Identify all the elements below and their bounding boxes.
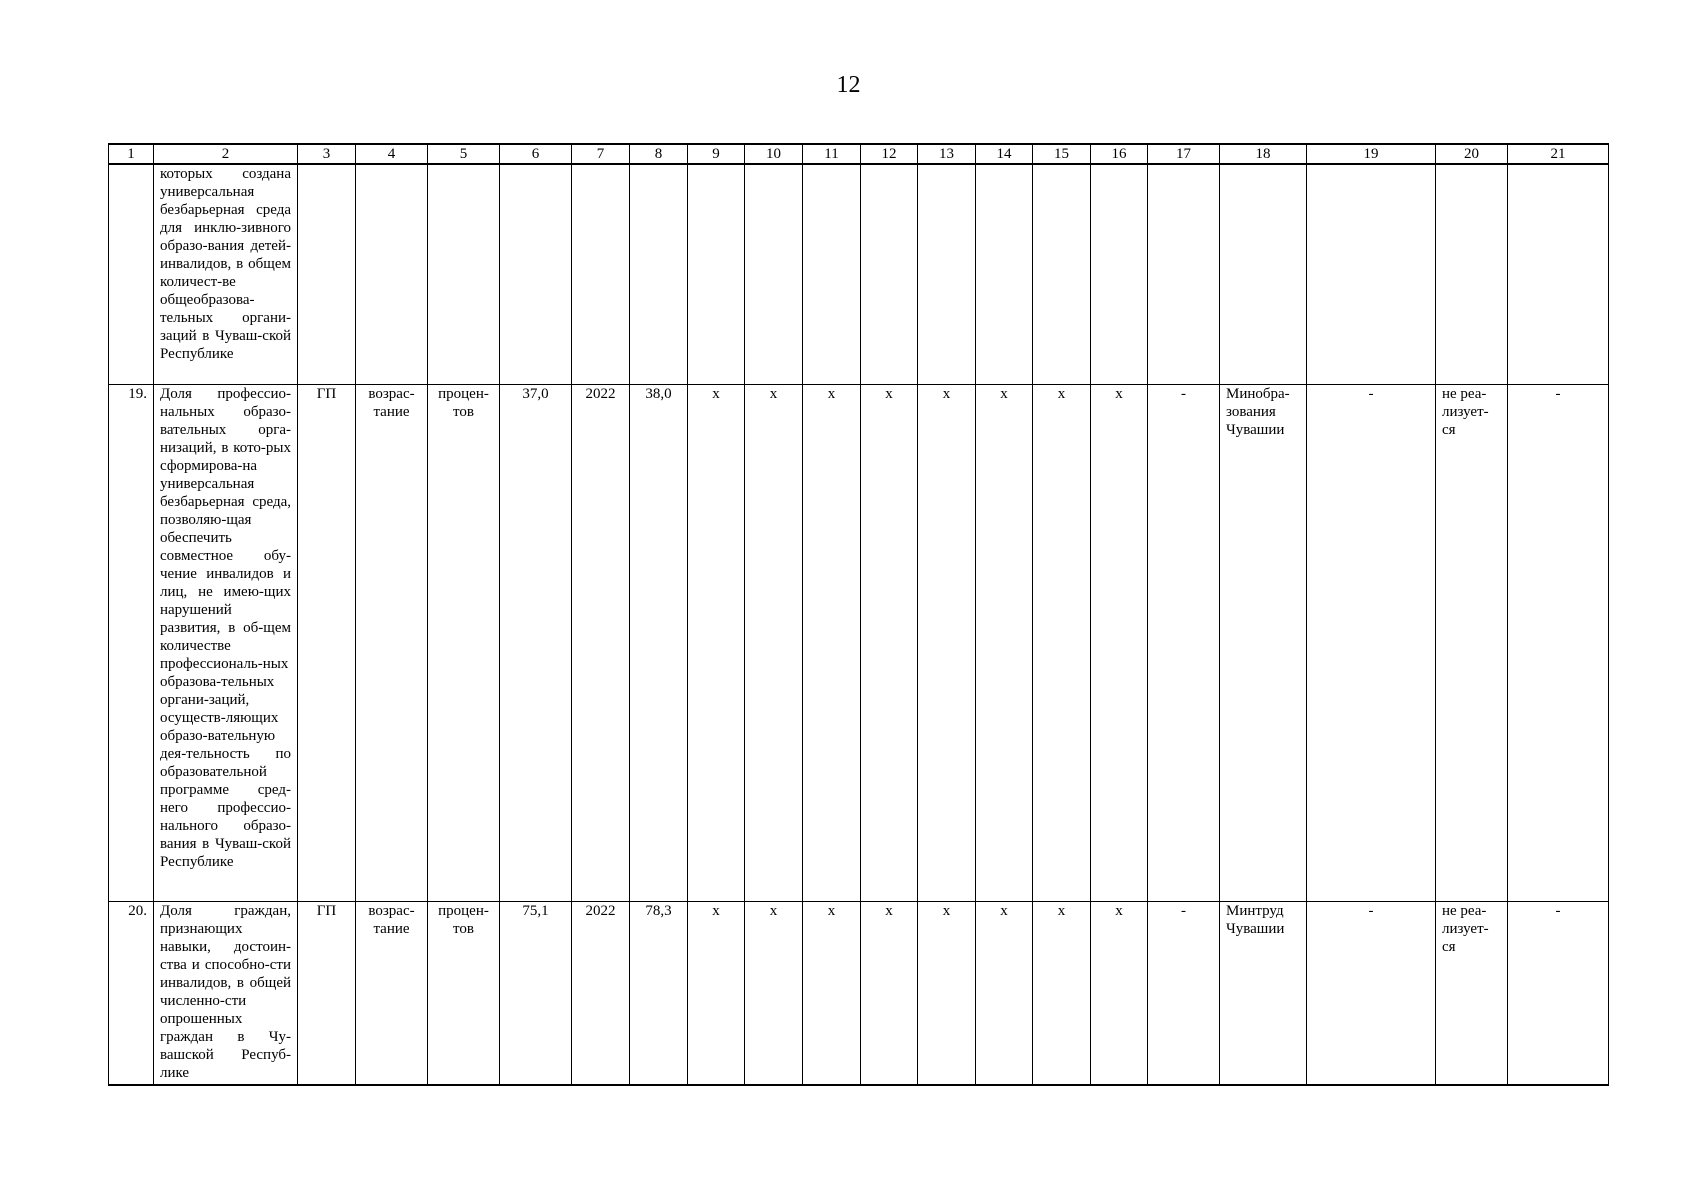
indicators-table [108, 143, 1609, 1086]
column-number: 12 [861, 144, 918, 164]
column-number: 13 [918, 144, 976, 164]
cell-col14: х [976, 384, 1033, 901]
cell-target-value: 78,3 [630, 901, 688, 1085]
column-number: 14 [976, 144, 1033, 164]
cell-col17: - [1148, 384, 1220, 901]
cell-col15 [1033, 164, 1091, 384]
cell-col19: - [1307, 901, 1436, 1085]
cell-col16: х [1091, 384, 1148, 901]
cell-col15: х [1033, 384, 1091, 901]
table-row [109, 901, 1609, 1085]
cell-status: не реа-лизует-ся [1436, 384, 1508, 901]
cell-col12 [861, 164, 918, 384]
cell-col9 [688, 164, 745, 384]
cell-base-value: 75,1 [500, 901, 572, 1085]
cell-col17: - [1148, 901, 1220, 1085]
column-number: 18 [1220, 144, 1307, 164]
cell-unit: процен-тов [428, 384, 500, 901]
cell-responsible: Минтруд Чувашии [1220, 901, 1307, 1085]
cell-col14: х [976, 901, 1033, 1085]
cell-col19: - [1307, 384, 1436, 901]
cell-col11: х [803, 901, 861, 1085]
cell-responsible [1220, 164, 1307, 384]
cell-col11: х [803, 384, 861, 901]
cell-col10 [745, 164, 803, 384]
cell-target-value: 38,0 [630, 384, 688, 901]
cell-year [572, 164, 630, 384]
cell-col21 [1508, 164, 1609, 384]
cell-status: не реа-лизует-ся [1436, 901, 1508, 1085]
cell-col21: - [1508, 901, 1609, 1085]
cell-type: ГП [298, 384, 356, 901]
cell-col10: х [745, 384, 803, 901]
column-number: 20 [1436, 144, 1508, 164]
column-number: 21 [1508, 144, 1609, 164]
cell-year: 2022 [572, 384, 630, 901]
cell-responsible: Минобра-зования Чувашии [1220, 384, 1307, 901]
cell-status [1436, 164, 1508, 384]
cell-col11 [803, 164, 861, 384]
column-number-row [109, 144, 1609, 164]
row-number [109, 164, 154, 384]
column-number: 8 [630, 144, 688, 164]
column-number: 4 [356, 144, 428, 164]
row-number: 20. [109, 901, 154, 1085]
cell-col14 [976, 164, 1033, 384]
cell-trend [356, 164, 428, 384]
cell-col9: х [688, 384, 745, 901]
indicator-name: которых создана универсальная безбарьерная среда для инклю-зивного образо-вания детей-инвалидов, в общем количест-ве общеобразова-тельных органи-заций в Чуваш-ской Республике [154, 164, 298, 384]
cell-base-value [500, 164, 572, 384]
cell-col21: - [1508, 384, 1609, 901]
indicator-name: Доля граждан, признающих навыки, достоин-ства и способно-сти инвалидов, в общей численно-сти опрошенных граждан в Чу-вашской Респуб-лике [154, 901, 298, 1085]
column-number: 9 [688, 144, 745, 164]
cell-year: 2022 [572, 901, 630, 1085]
column-number: 19 [1307, 144, 1436, 164]
column-number: 7 [572, 144, 630, 164]
column-number: 1 [109, 144, 154, 164]
cell-base-value: 37,0 [500, 384, 572, 901]
cell-col12: х [861, 384, 918, 901]
cell-col13: х [918, 901, 976, 1085]
row-number: 19. [109, 384, 154, 901]
cell-unit: процен-тов [428, 901, 500, 1085]
cell-col19 [1307, 164, 1436, 384]
cell-col17 [1148, 164, 1220, 384]
column-number: 6 [500, 144, 572, 164]
column-number: 5 [428, 144, 500, 164]
cell-col9: х [688, 901, 745, 1085]
cell-trend: возрас-тание [356, 384, 428, 901]
cell-col15: х [1033, 901, 1091, 1085]
cell-col10: х [745, 901, 803, 1085]
cell-col16 [1091, 164, 1148, 384]
cell-col13 [918, 164, 976, 384]
column-number: 3 [298, 144, 356, 164]
cell-col16: х [1091, 901, 1148, 1085]
table-row [109, 164, 1609, 384]
column-number: 16 [1091, 144, 1148, 164]
cell-type [298, 164, 356, 384]
cell-target-value [630, 164, 688, 384]
page-number: 12 [836, 72, 861, 98]
column-number: 15 [1033, 144, 1091, 164]
cell-type: ГП [298, 901, 356, 1085]
column-number: 2 [154, 144, 298, 164]
cell-col13: х [918, 384, 976, 901]
column-number: 17 [1148, 144, 1220, 164]
column-number: 10 [745, 144, 803, 164]
cell-unit [428, 164, 500, 384]
cell-col12: х [861, 901, 918, 1085]
cell-trend: возрас-тание [356, 901, 428, 1085]
indicator-name: Доля профессио-нальных образо-вательных орга-низаций, в кото-рых сформирова-на универсальная безбарьерная среда, позволяю-щая обеспечить совместное обу-чение инвалидов и лиц, не имею-щих нарушений развития, в об-щем количестве профессиональ-ных образова-тельных органи-заций, осуществ-ляющих образо-вательную дея-тельность по образовательной программе сред-него профессио-нального образо-вания в Чуваш-ской Республике [154, 384, 298, 901]
table-row [109, 384, 1609, 901]
column-number: 11 [803, 144, 861, 164]
